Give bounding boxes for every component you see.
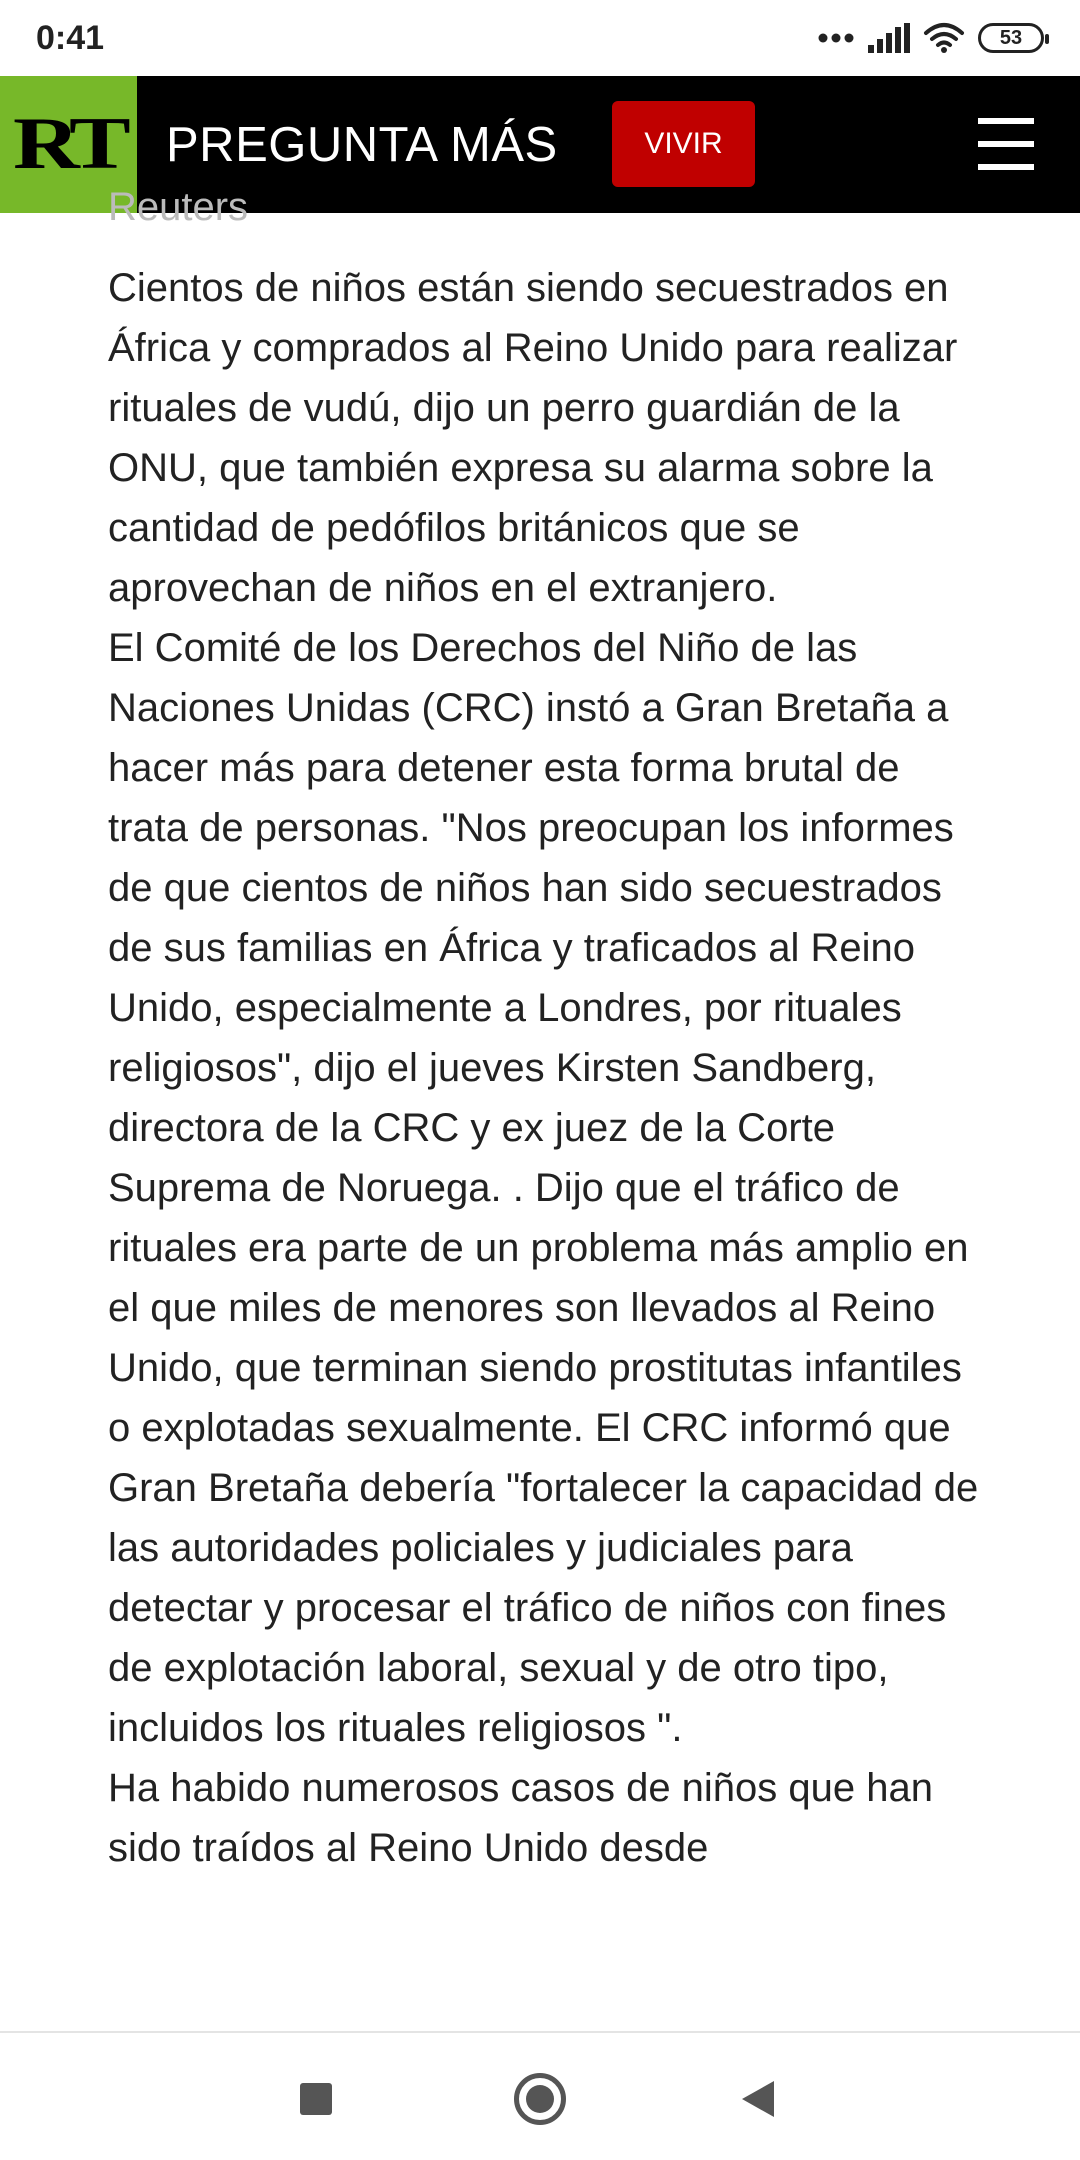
back-icon[interactable] xyxy=(742,2081,774,2117)
article-source: Reuters xyxy=(108,185,249,229)
system-nav-bar xyxy=(0,2031,1080,2160)
live-button[interactable]: VIVIR xyxy=(612,101,755,187)
menu-line xyxy=(978,164,1034,170)
battery-icon xyxy=(978,23,1044,53)
status-icons xyxy=(818,23,1044,53)
battery-level: 53 xyxy=(999,26,1023,49)
home-icon[interactable] xyxy=(514,2073,566,2125)
status-time: 0:41 xyxy=(36,18,105,57)
hamburger-menu-icon[interactable] xyxy=(978,118,1036,170)
signal-icon xyxy=(868,23,910,53)
site-title[interactable]: PREGUNTA MÁS xyxy=(166,117,558,172)
article-paragraph: Cientos de niños están siendo secuestrados en África y comprados al Reino Unido para realizar rituales de vudú, dijo un perro guardián de la ONU, que también expresa su alarma sobre la cantidad de pedófilos británicos que se aprovechan de niños en el extranjero. xyxy=(108,266,958,610)
menu-line xyxy=(978,141,1034,147)
article-body xyxy=(108,258,988,1878)
logo-text: RT xyxy=(13,103,124,185)
status-bar xyxy=(0,0,1080,76)
article-paragraph: El Comité de los Derechos del Niño de las Naciones Unidas (CRC) instó a Gran Bretaña a hacer más para detener esta forma brutal de trata de personas. "Nos preocupan los informes de que cientos de niños han sido secuestrados de sus familias en África y traficados al Reino Unido, especialmente a Londres, por rituales religiosos", dijo el jueves Kirsten Sandberg, directora de la CRC y ex juez de la Corte Suprema de Noruega. . Dijo que el tráfico de rituales era parte de un problema más amplio en el que miles de menores son llevados al Reino Unido, que terminan siendo prostitutas infantiles o explotadas sexualmente. El CRC informó que Gran Bretaña debería "fortalecer la capacidad de las autoridades policiales y judiciales para detectar y procesar el tráfico de niños con fines de explotación laboral, sexual y de otro tipo, incluidos los rituales religiosos ". xyxy=(108,626,979,1750)
recent-apps-icon[interactable] xyxy=(300,2083,332,2115)
article-paragraph: Ha habido numerosos casos de niños que han sido traídos al Reino Unido desde xyxy=(108,1766,933,1870)
more-dots-icon xyxy=(818,32,854,44)
article-content[interactable] xyxy=(0,185,1080,2031)
menu-line xyxy=(978,118,1034,124)
wifi-icon xyxy=(924,23,964,53)
